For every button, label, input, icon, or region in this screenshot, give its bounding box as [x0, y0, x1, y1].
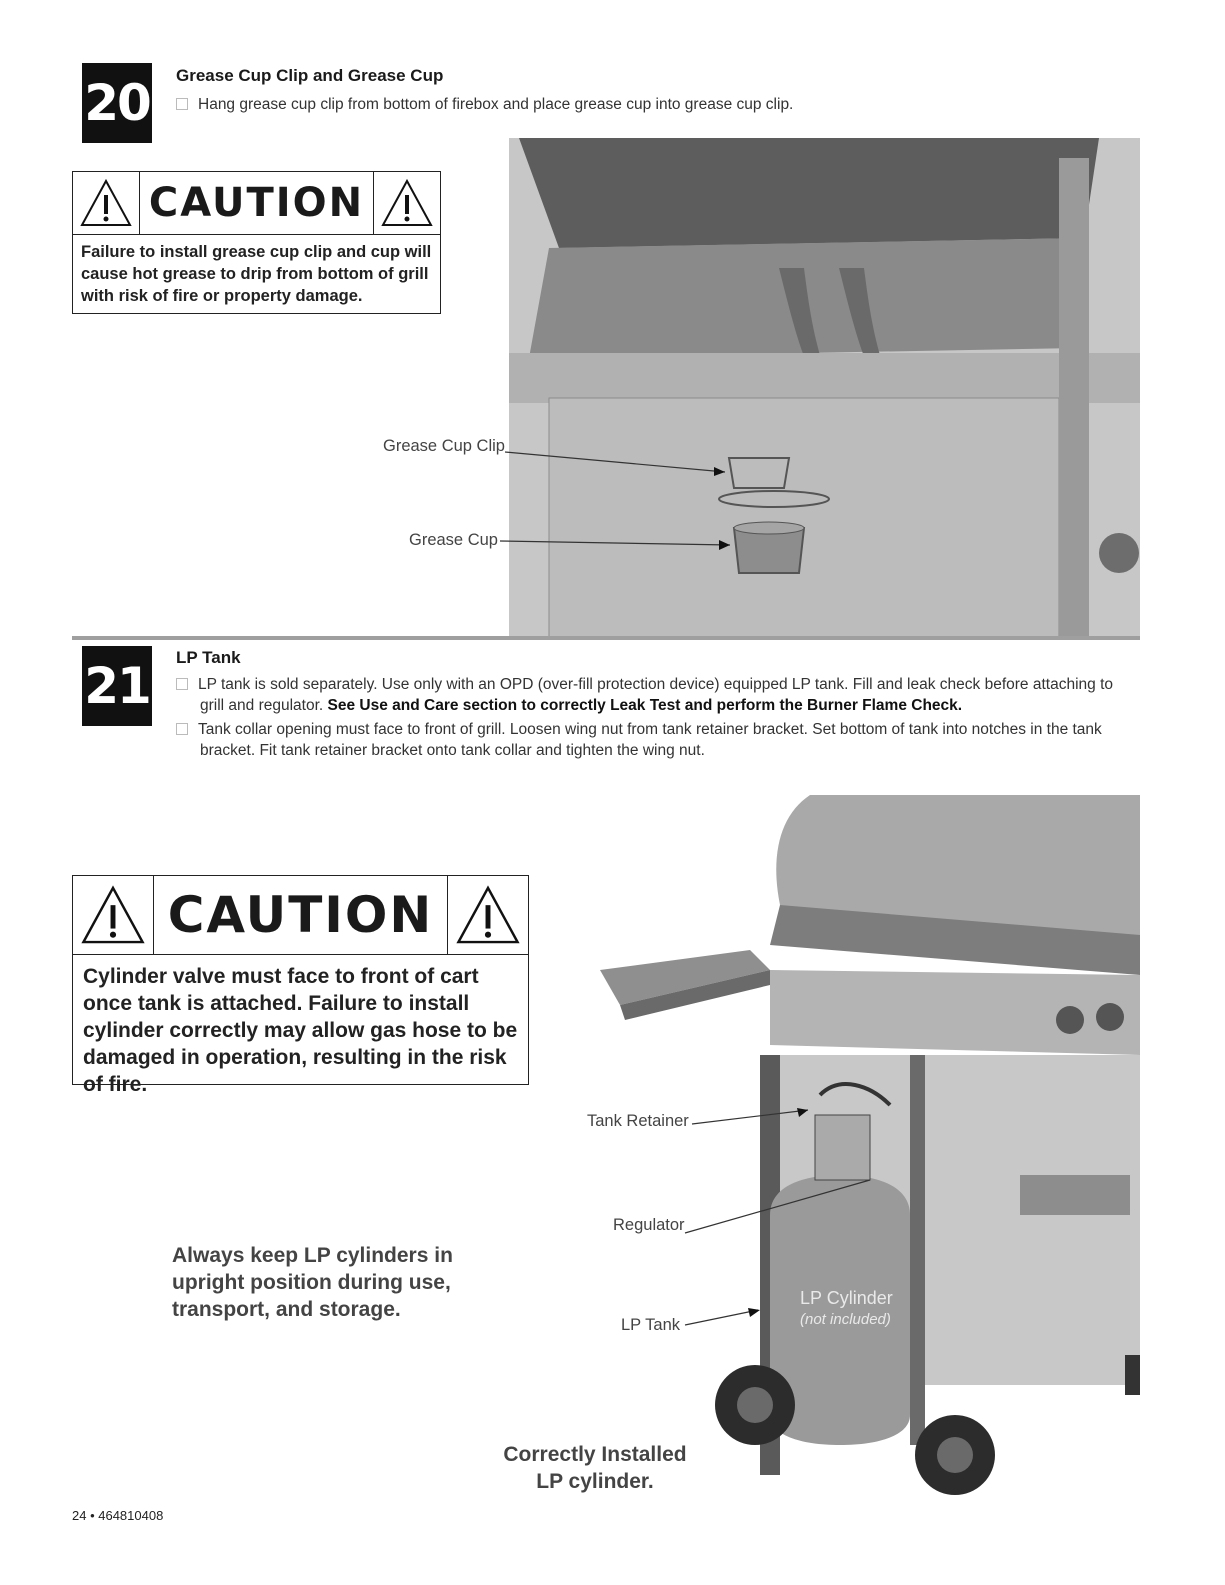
warning-triangle-icon — [447, 876, 528, 954]
step-20-bullet — [176, 94, 1076, 115]
callout-regulator: Regulator — [613, 1216, 685, 1234]
step-20-badge: 20 — [82, 63, 152, 143]
step-21-title: LP Tank — [176, 648, 241, 667]
callout-lp-tank: LP Tank — [621, 1316, 681, 1334]
step-21-badge: 21 — [82, 646, 152, 726]
warning-triangle-icon — [373, 172, 440, 234]
caution-heading: CAUTION — [148, 180, 365, 226]
callout-tank-retainer: Tank Retainer — [587, 1112, 689, 1130]
caution-header — [73, 172, 440, 235]
step-21-bullet-1-bold: See Use and Care section to correctly Leak Test and perform the Burner Flame Check. — [327, 697, 963, 714]
upright-position-note: Always keep LP cylinders in upright position during use, transport, and storage. — [172, 1244, 453, 1321]
callout-grease-cup: Grease Cup — [409, 531, 498, 549]
bullet-checkbox-icon — [176, 678, 188, 690]
lp-cylinder-sublabel: (not included) — [800, 1311, 891, 1328]
lp-cylinder-label: LP Cylinder — [800, 1288, 893, 1308]
warning-triangle-icon — [73, 172, 140, 234]
warning-triangle-icon — [73, 876, 154, 954]
grease-cup-photo — [509, 138, 1140, 638]
step-20-bullet-text: Hang grease cup clip from bottom of firebox and place grease cup into grease cup clip. — [198, 96, 794, 113]
caution-header — [73, 876, 528, 955]
step-21-bullet-1 — [176, 674, 1140, 716]
figure-caption-line-1: Correctly Installed — [503, 1443, 687, 1466]
step-21-bullet-2-text: Tank collar opening must face to front of grill. Loosen wing nut from tank retainer bracket. Set bottom of tank into notches in the tank bracket. Fit tank retainer bracket onto tank collar and tighten the wing nut. — [198, 721, 1102, 759]
figure-caption-line-2: LP cylinder. — [536, 1470, 654, 1493]
step-21-bullet-2 — [176, 719, 1140, 761]
step-21-bullet-1-text: LP tank is sold separately. Use only with an OPD (over-fill protection device) equipped LP tank. Fill and leak check before attaching to grill and regulator. — [198, 676, 1113, 714]
bullet-checkbox-icon — [176, 723, 188, 735]
caution-box-cylinder — [72, 875, 529, 1096]
bullet-checkbox-icon — [176, 98, 188, 110]
callout-leader-lines — [490, 440, 750, 560]
caution-text: Failure to install grease cup clip and cup will cause hot grease to drip from bottom of grill with risk of fire or property damage. — [81, 243, 432, 305]
caution-text: Cylinder valve must face to front of cart once tank is attached. Failure to install cylinder correctly may allow gas hose to be damaged in operation, resulting in the risk of fire. — [83, 965, 518, 1096]
caution-box-grease — [72, 171, 441, 314]
page-number: 24 • 464810408 — [72, 1508, 164, 1523]
step-20-title: Grease Cup Clip and Grease Cup — [176, 66, 444, 85]
caution-heading: CAUTION — [167, 886, 434, 944]
callout-leader-lines — [680, 1100, 880, 1340]
section-divider — [72, 636, 1140, 640]
callout-grease-cup-clip: Grease Cup Clip — [383, 437, 505, 455]
